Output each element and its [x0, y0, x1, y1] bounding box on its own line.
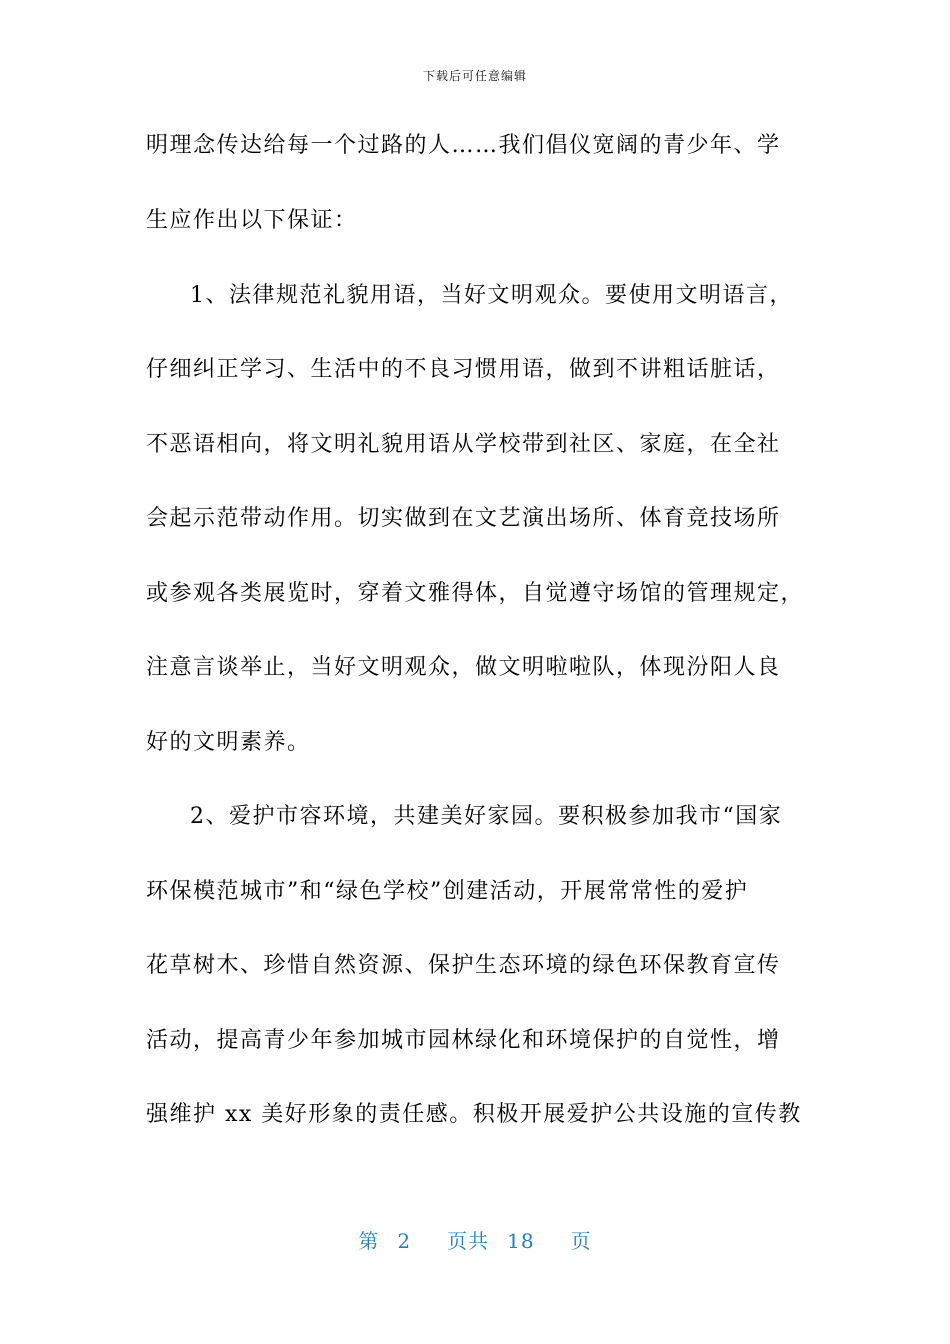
- text-line: 仔细纠正学习、生活中的不良习惯用语，做到不讲粗话脏话，: [146, 357, 781, 382]
- page-middle: 页共: [447, 1229, 490, 1253]
- text-line: 强维护 xx 美好形象的责任感。积极开展爱护公共设施的宣传教: [146, 1102, 802, 1127]
- text-line: 环保模范城市”和“绿色学校”创建活动，开展常常性的爱护: [146, 879, 749, 904]
- text-line: 1、法律规范礼貌用语，当好文明观众。要使用文明语言，: [190, 283, 793, 308]
- text-line: 活动，提高青少年参加城市园林绿化和环境保护的自觉性，增: [146, 1028, 781, 1053]
- total-pages-number: 18: [507, 1229, 535, 1253]
- text-line: 明理念传达给每一个过路的人……我们倡仪宽阔的青少年、学: [146, 133, 781, 158]
- page-suffix: 页: [570, 1229, 592, 1253]
- header-note: 下载后可任意编辑: [422, 69, 527, 83]
- page-footer: [0, 1225, 950, 1254]
- text-line: 好的文明素养。: [146, 730, 311, 755]
- current-page-number: 2: [397, 1229, 412, 1253]
- text-line: 或参观各类展览时，穿着文雅得体，自觉遵守场馆的管理规定，: [146, 581, 805, 606]
- text-line: 不恶语相向，将文明礼貌用语从学校带到社区、家庭，在全社: [146, 432, 781, 457]
- text-line: 花草树木、珍惜自然资源、保护生态环境的绿色环保教育宣传: [146, 953, 781, 978]
- text-line: 生应作出以下保证：: [146, 208, 358, 233]
- text-line: 2、爱护市容环境，共建美好家园。要积极参加我市“国家: [190, 804, 783, 829]
- text-line: 会起示范带动作用。切实做到在文艺演出场所、体育竞技场所: [146, 506, 781, 531]
- page-prefix: 第: [358, 1229, 380, 1253]
- text-line: 注意言谈举止，当好文明观众，做文明啦啦队，体现汾阳人良: [146, 655, 781, 680]
